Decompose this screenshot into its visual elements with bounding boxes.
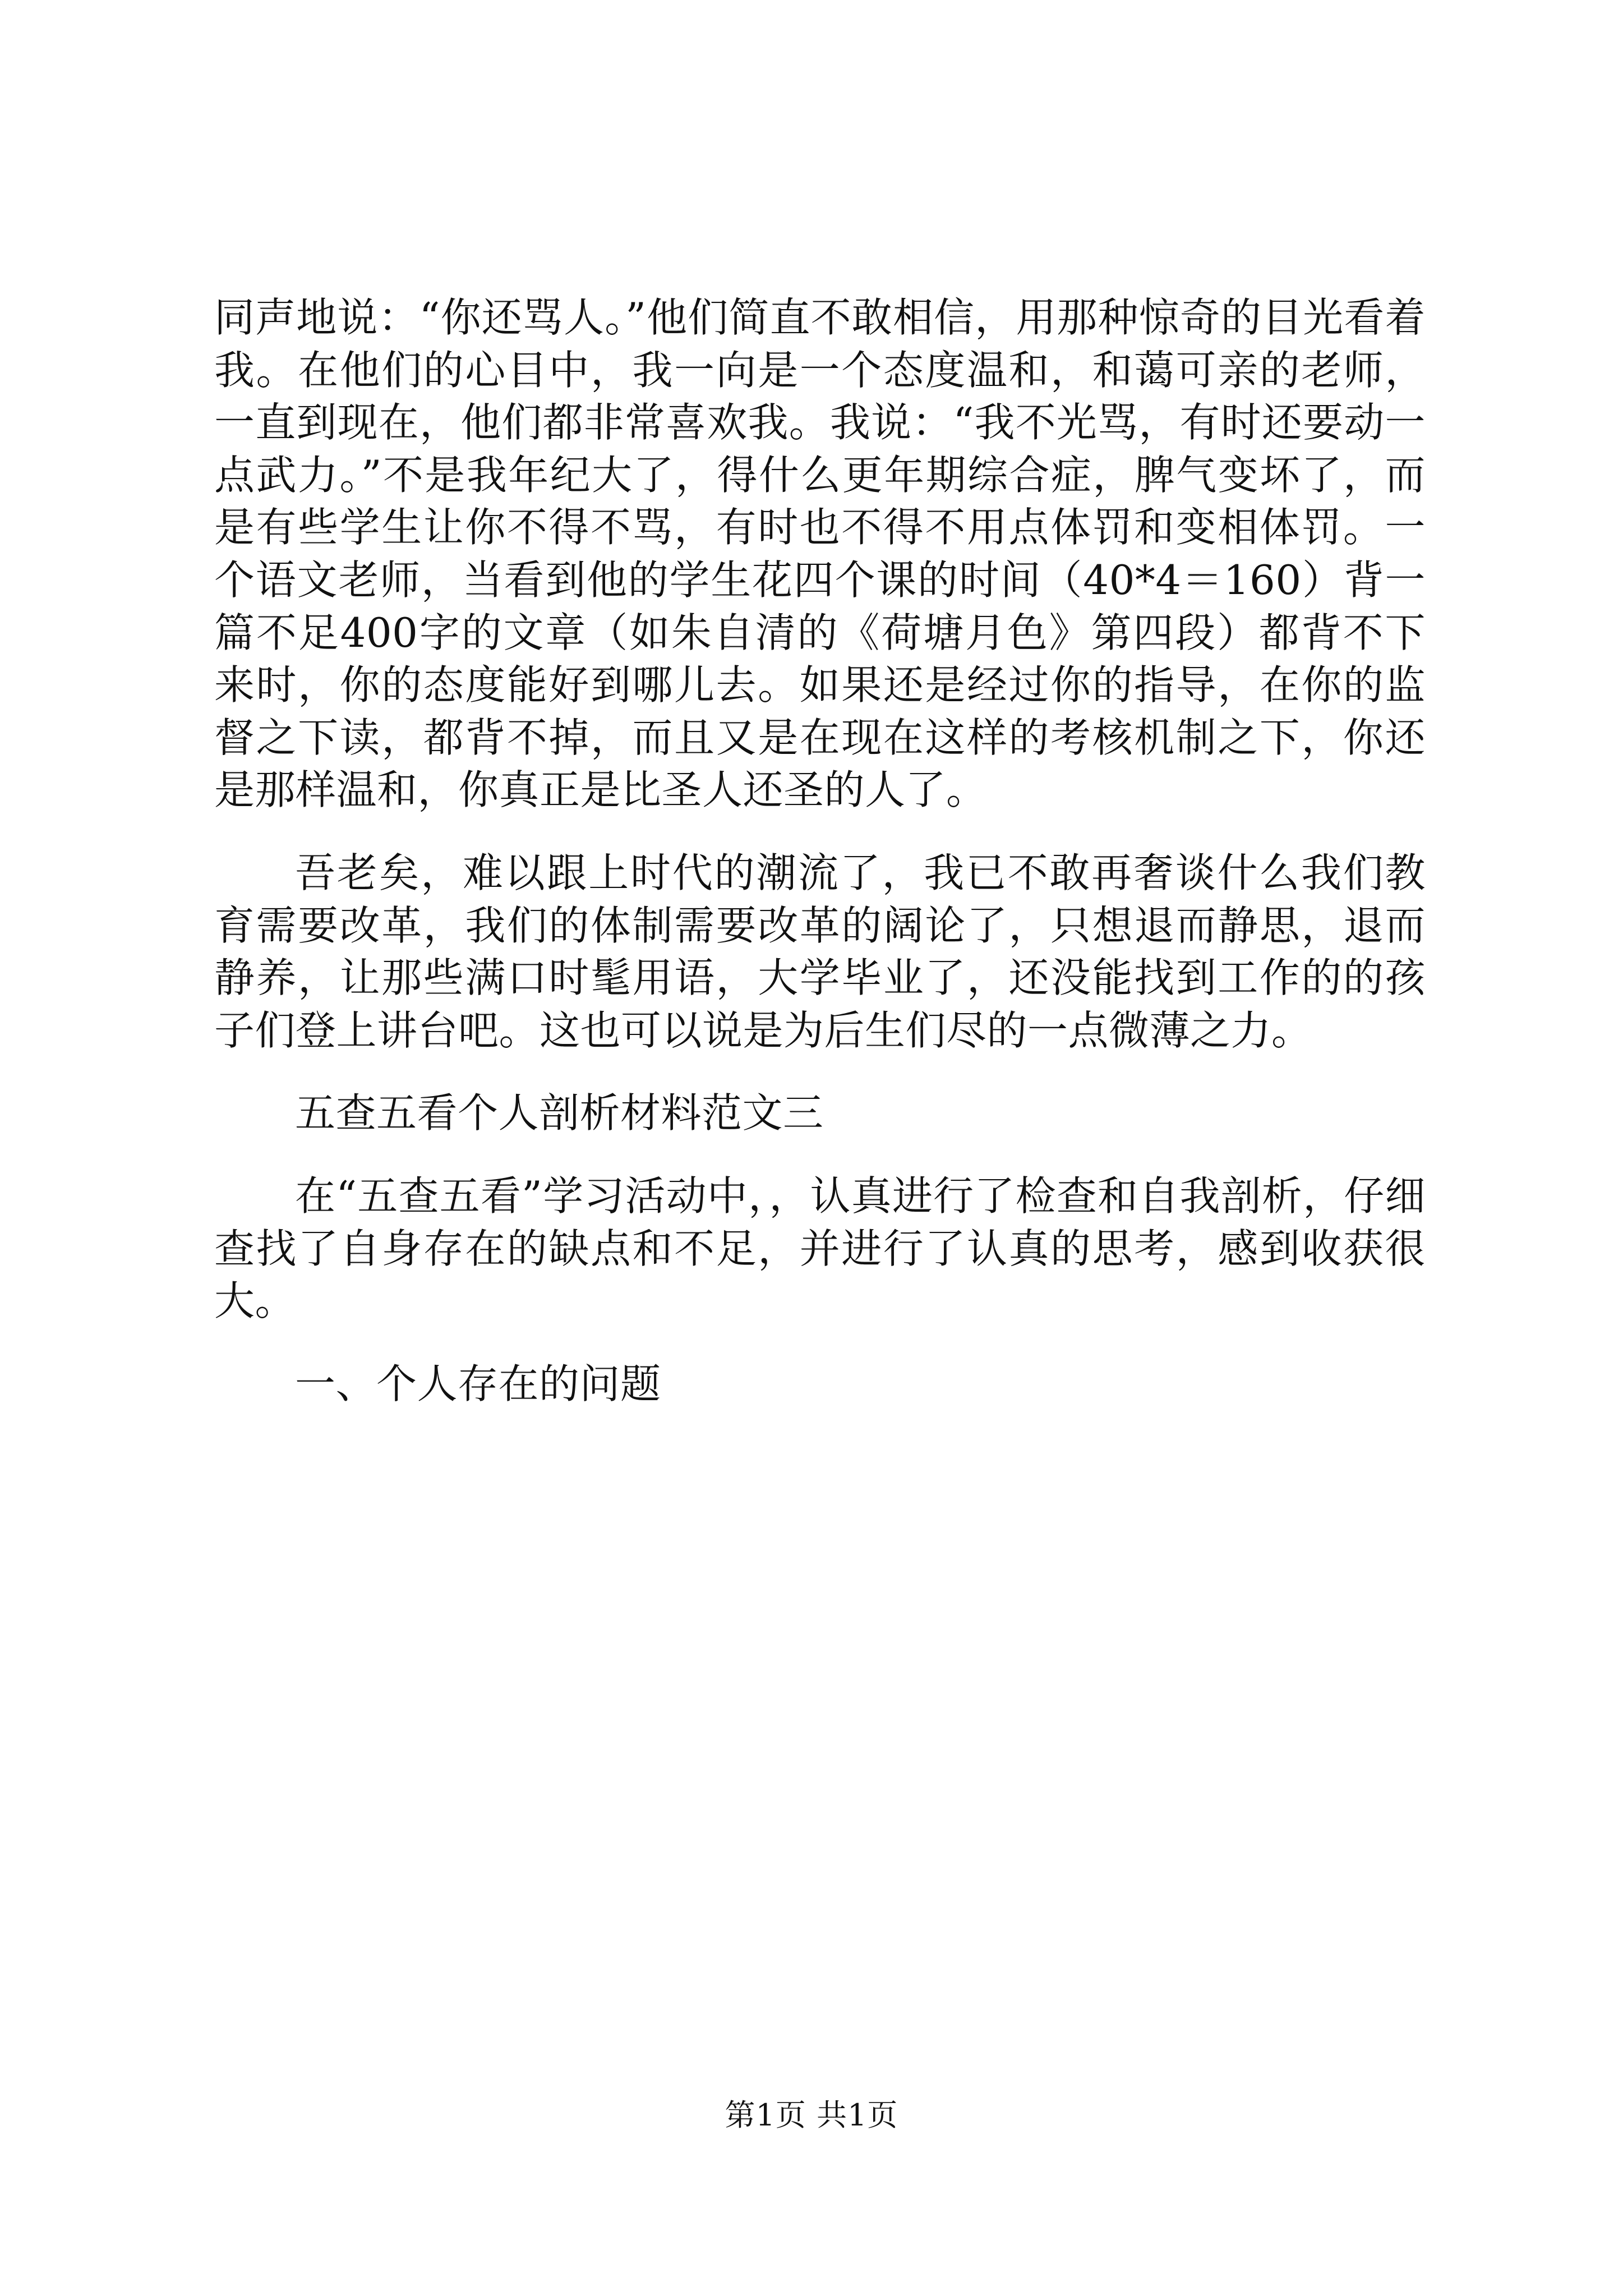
paragraph-reflection: 吾老矣，难以跟上时代的潮流了，我已不敢再奢谈什么我们教育需要改革，我们的体制需要改革的阔论了，只想退而静思，退而静养，让那些满口时髦用语，大学毕业了，还没能找到工作的的孩子们登上讲台吧。这也可以说是为后生们尽的一点微薄之力。 [214, 849, 1426, 1054]
paragraph-intro: 在“五查五看”学习活动中，，认真进行了检查和自我剖析，仔细查找了自身存在的缺点和不足，并进行了认真的思考，感到收获很大。 [214, 1172, 1426, 1325]
section-heading-problems: 一、个人存在的问题 [295, 1360, 661, 1407]
page-footer: 第1页 共1页 [725, 2097, 898, 2133]
section-title: 五查五看个人剖析材料范文三 [295, 1089, 824, 1137]
paragraph-continued: 同声地说：“你还骂人。”他们简直不敢相信，用那种惊奇的目光看着我。在他们的心目中，我一向是一个态度温和，和蔼可亲的老师，一直到现在，他们都非常喜欢我。我说：“我不光骂，有时还要动一点武力。”不是我年纪大了，得什么更年期综合症，脾气变坏了，而是有些学生让你不得不骂，有时也不得不用点体罚和变相体罚。一个语文老师，当看到他的学生花四个课的时间（40*4＝160）背一篇不足400字的文章（如朱自清的《荷塘月色》第四段）都背不下来时，你的态度能好到哪儿去。如果还是经过你的指导，在你的监督之下读，都背不掉，而且又是在现在这样的考核机制之下，你还是那样温和，你真正是比圣人还圣的人了。 [214, 294, 1426, 814]
document-body [214, 292, 1426, 1410]
